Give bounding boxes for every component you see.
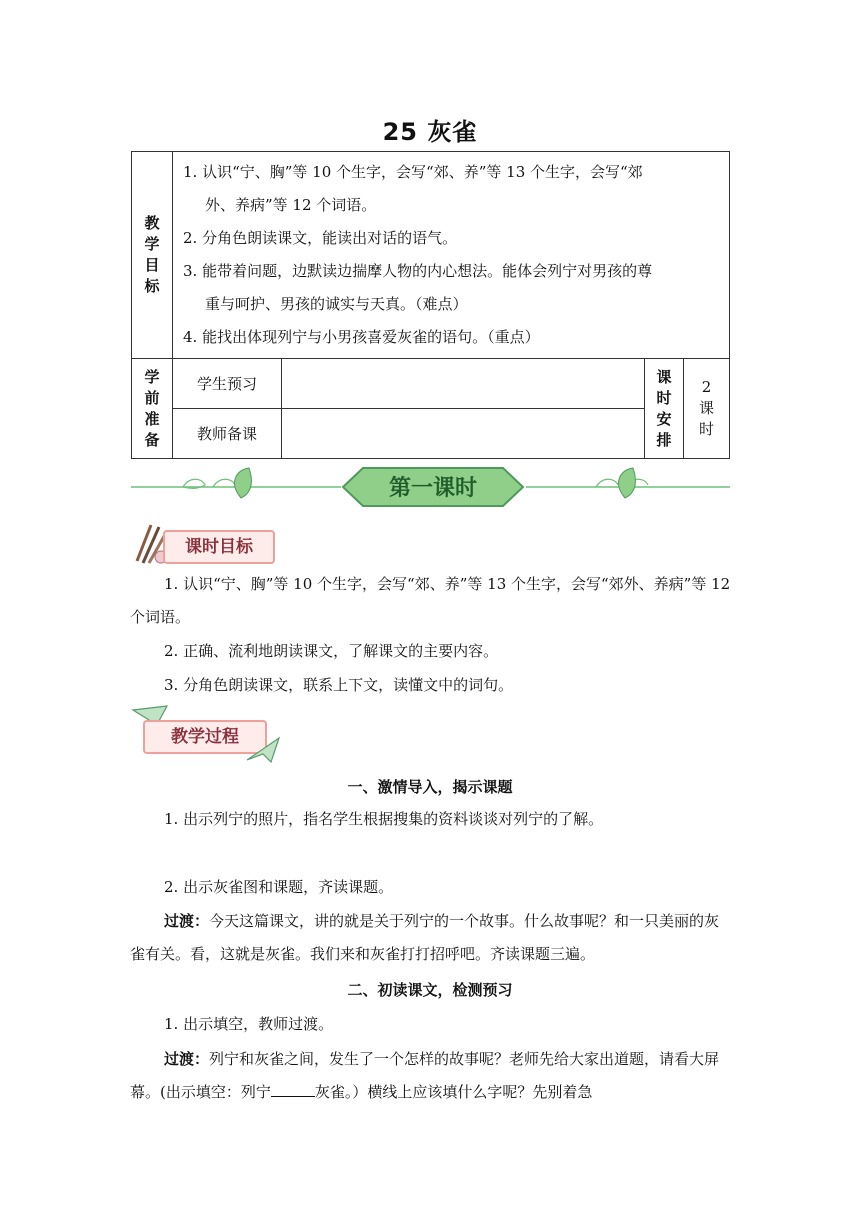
- schedule-value: 2 课 时: [684, 359, 730, 459]
- teacher-prep-cell: [282, 409, 645, 459]
- lesson-goal-item: 2. 正确、流利地朗读课文，了解课文的主要内容。: [164, 642, 499, 660]
- schedule-label: 课 时 安 排: [645, 359, 684, 459]
- prep-row-student: [132, 359, 730, 409]
- transition-paragraph: 过渡：今天这篇课文，讲的就是关于列宁的一个故事。什么故事呢？和一只美丽的灰雀有关。看，这就是灰雀。我们来和灰雀打打招呼吧。齐读课题三遍。: [130, 912, 720, 963]
- prep-label: 学 前 准 备: [132, 359, 173, 459]
- leaf-icon: [235, 468, 252, 498]
- step-item: 1. 出示列宁的照片，指名学生根据搜集的资料谈谈对列宁的了解。: [164, 810, 604, 828]
- goal-item: 4. 能找出体现列宁与小男孩喜爱灰雀的语句。（重点）: [183, 328, 540, 346]
- banner-decoration: [131, 460, 730, 512]
- goal-item: 2. 分角色朗读课文，能读出对话的语气。: [183, 229, 458, 247]
- lesson-banner: [131, 460, 730, 512]
- transition-paragraph: 过渡：列宁和灰雀之间，发生了一个怎样的故事呢？老师先给大家出道题，请看大屏幕。(出示填空：列宁 灰雀。）横线上应该填什么字呢？先别着急: [130, 1050, 720, 1101]
- step-item: 1. 出示填空，教师过渡。: [164, 1015, 334, 1033]
- transition-label: 过渡：: [164, 1050, 210, 1068]
- student-prep-cell: [282, 359, 645, 409]
- lesson-goals-badge: [131, 521, 281, 567]
- goal-item: 1. 认识“宁、胸”等 10 个生字，会写“郊、养”等 13 个生字，会写“郊 外、养病”等 12 个词语。: [183, 163, 643, 214]
- lesson-goals-badge-label: 课时目标: [163, 530, 275, 564]
- section-heading: 一、激情导入，揭示课题: [347, 778, 513, 796]
- goals-row: [132, 152, 730, 359]
- banner-title: 第一课时: [388, 476, 478, 501]
- lesson-goal-item: 3. 分角色朗读课文，联系上下文，读懂文中的词句。: [164, 676, 514, 694]
- transition-label: 过渡：: [164, 912, 210, 930]
- student-prep-label: 学生预习: [173, 359, 282, 409]
- paper-plane-icon: [245, 734, 281, 764]
- step-item: 2. 出示灰雀图和课题，齐读课题。: [164, 878, 394, 896]
- section-heading: 二、初读课文，检测预习: [347, 981, 513, 999]
- lesson-plan-table: [131, 151, 730, 459]
- fill-in-blank: [271, 1082, 315, 1097]
- page-title: 25 灰雀: [382, 118, 478, 146]
- goals-label: 教 学 目 标: [132, 152, 173, 359]
- teaching-process-badge-label: 教学过程: [143, 720, 267, 754]
- lesson-goal-item: 1. 认识“宁、胸”等 10 个生字，会写“郊、养”等 13 个生字，会写“郊外、养病”等 12 个词语。: [130, 575, 731, 626]
- teaching-process-badge: [131, 704, 281, 766]
- leaf-icon: [619, 468, 636, 498]
- goal-item: 3. 能带着问题，边默读边揣摩人物的内心想法。能体会列宁对男孩的尊 重与呵护、男孩的诚实与天真。（难点）: [183, 262, 653, 313]
- goals-cell: [173, 152, 730, 359]
- prep-row-teacher: [132, 409, 730, 459]
- teacher-prep-label: 教师备课: [173, 409, 282, 459]
